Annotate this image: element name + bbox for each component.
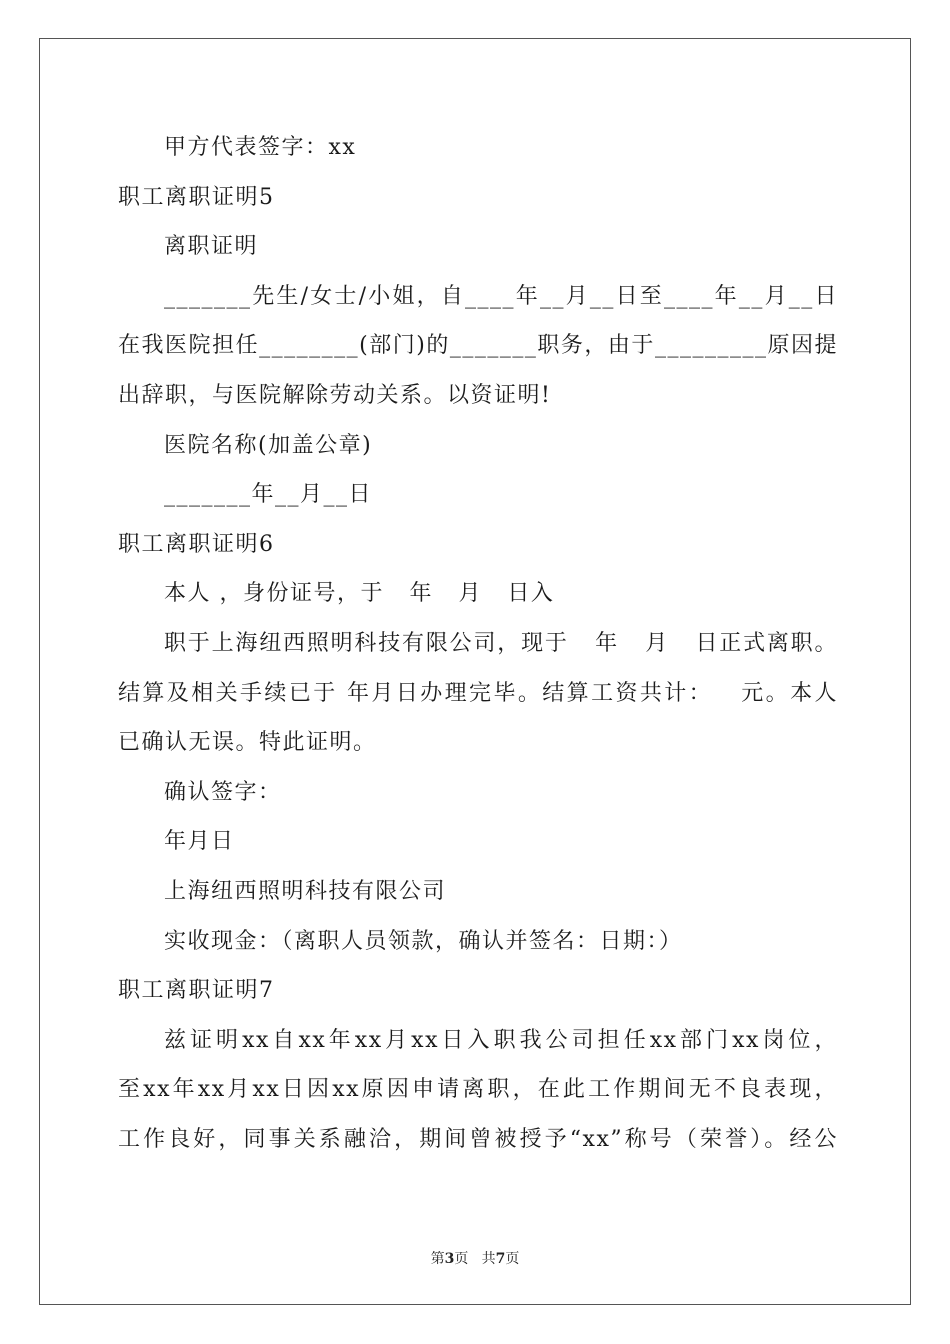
paragraph-line: 结算及相关手续已于 年月日办理完毕。结算工资共计： 元。本人 [118,680,838,706]
section-heading-6: 职工离职证明6 [118,531,275,557]
section-heading-5: 职工离职证明5 [118,184,275,210]
paragraph-line: 已确认无误。特此证明。 [118,730,377,756]
page-label-prefix: 第 [430,1251,445,1267]
hospital-name-line: 医院名称(加盖公章) [164,432,373,458]
date-line: 年月日 [164,829,235,855]
paragraph-line: 职于上海纽西照明科技有限公司，现于 年 月 日正式离职。 [164,630,838,656]
total-pages-number: 7 [495,1251,506,1267]
page-footer [0,1248,950,1268]
paragraph-line: 兹证明xx自xx年xx月xx日入职我公司担任xx部门xx岗位， [164,1027,838,1053]
document-body [118,123,838,1164]
paragraph-line: 工作良好，同事关系融洽，期间曾被授予“xx”称号（荣誉）。经公 [118,1126,838,1152]
date-line: _______年__月__日 [164,482,373,508]
paragraph-line: 本人 ，身份证号，于 年 月 日入 [164,581,555,607]
paragraph-line: _______先生/女士/小姐，自____年__月__日至____年__月__日 [164,283,838,309]
section-heading-7: 职工离职证明7 [118,978,275,1004]
certificate-title: 离职证明 [164,234,259,260]
paragraph-line: 在我医院担任________(部门)的_______职务，由于_________原因提 [118,333,838,359]
paragraph-line: 至xx年xx月xx日因xx原因申请离职，在此工作期间无不良表现， [118,1077,838,1103]
company-name-line: 上海纽西照明科技有限公司 [164,878,447,904]
paragraph-line: 出辞职，与医院解除劳动关系。以资证明! [118,382,552,408]
signature-line: 甲方代表签字：xx [164,135,357,160]
confirm-signature-line: 确认签字： [164,779,282,805]
cash-received-line: 实收现金：（离职人员领款，确认并签名：日期：） [164,928,683,954]
current-page-number: 3 [444,1251,455,1267]
page-label-suffix: 页 [505,1251,520,1267]
page-label-mid: 页 共 [454,1251,496,1267]
